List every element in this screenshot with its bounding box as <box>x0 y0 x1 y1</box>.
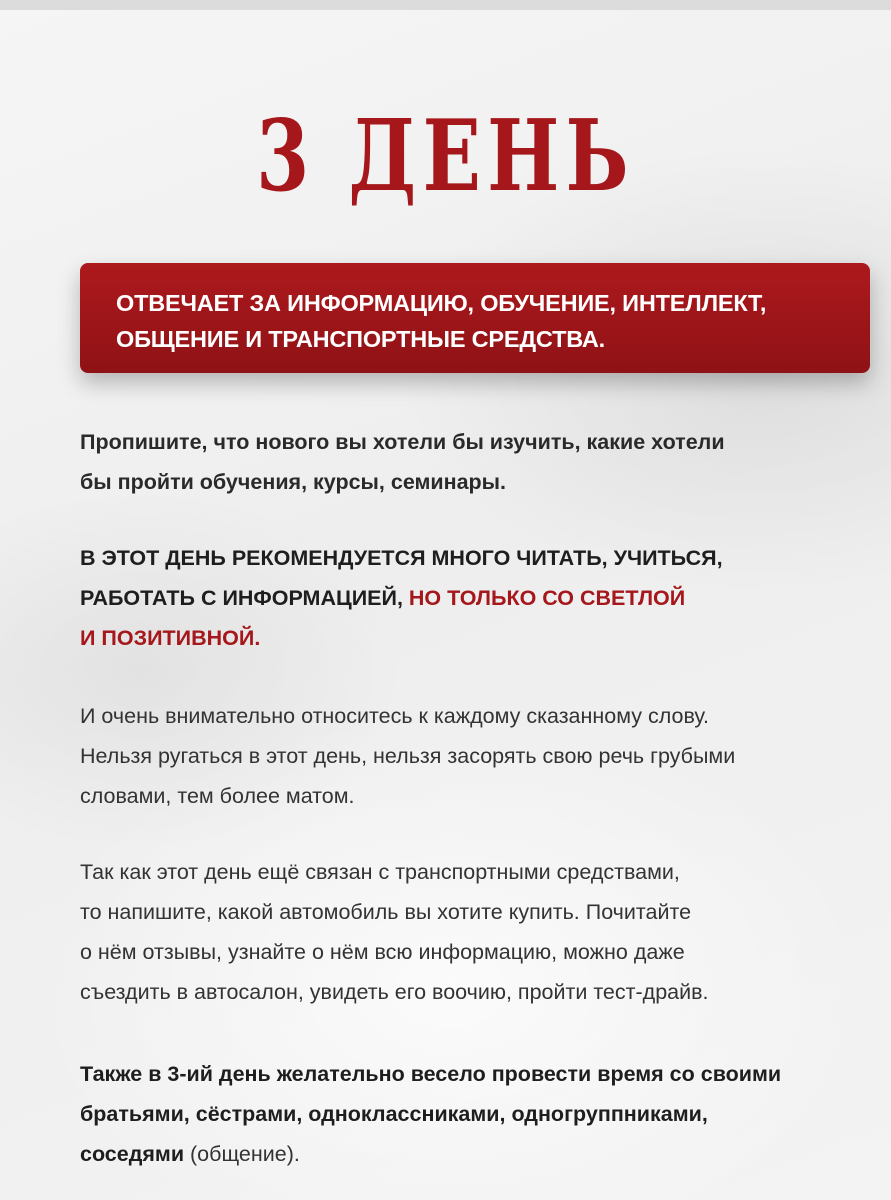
banner-line-1: ОТВЕЧАЕТ ЗА ИНФОРМАЦИЮ, ОБУЧЕНИЕ, ИНТЕЛЛЕКТ, <box>116 290 767 316</box>
paragraph-speech <box>80 696 870 816</box>
paragraph5-line-2: братьями, сёстрами, одноклассниками, одногруппниками, <box>80 1102 708 1126</box>
paragraph4-line-4: съездить в автосалон, увидеть его воочию, пройти тест-драйв. <box>80 980 709 1004</box>
top-strip <box>0 0 891 10</box>
banner-text <box>116 285 850 357</box>
paragraph4-line-2: то напишите, какой автомобиль вы хотите купить. Почитайте <box>80 900 692 924</box>
paragraph2-accent-1: НО ТОЛЬКО СО СВЕТЛОЙ <box>408 586 686 610</box>
page-title: 3 ДЕНЬ <box>256 99 635 214</box>
paragraph2-accent-2: И ПОЗИТИВНОЙ. <box>80 626 261 650</box>
paragraph-communication <box>80 1054 870 1174</box>
paragraph2-line-2: РАБОТАТЬ С ИНФОРМАЦИЕЙ, <box>80 586 409 610</box>
paragraph5-line-3-light: (общение). <box>184 1142 300 1166</box>
paragraph1-line-1: Пропишите, что нового вы хотели бы изучить, какие хотели <box>80 430 725 454</box>
paragraph-study-plans <box>80 422 870 502</box>
paragraph3-line-1: И очень внимательно относитесь к каждому сказанному слову. <box>80 704 709 728</box>
paragraph5-line-1: Также в 3-ий день желательно весело провести время со своими <box>80 1062 782 1086</box>
document-page <box>0 10 891 1200</box>
paragraph4-line-3: о нём отзывы, узнайте о нём всю информацию, можно даже <box>80 940 685 964</box>
paragraph5-line-3-bold: соседями <box>80 1142 185 1166</box>
banner-line-2: ОБЩЕНИЕ И ТРАНСПОРТНЫЕ СРЕДСТВА. <box>116 326 605 352</box>
highlight-banner <box>80 263 870 373</box>
paragraph3-line-3: словами, тем более матом. <box>80 784 355 808</box>
paragraph3-line-2: Нельзя ругаться в этот день, нельзя засорять свою речь грубыми <box>80 744 736 768</box>
paragraph-recommendation <box>80 538 870 658</box>
paragraph4-line-1: Так как этот день ещё связан с транспортными средствами, <box>80 860 680 884</box>
paragraph-transport <box>80 852 870 1012</box>
paragraph2-line-1: В ЭТОТ ДЕНЬ РЕКОМЕНДУЕТСЯ МНОГО ЧИТАТЬ, УЧИТЬСЯ, <box>80 546 723 570</box>
paragraph1-line-2: бы пройти обучения, курсы, семинары. <box>80 470 507 494</box>
